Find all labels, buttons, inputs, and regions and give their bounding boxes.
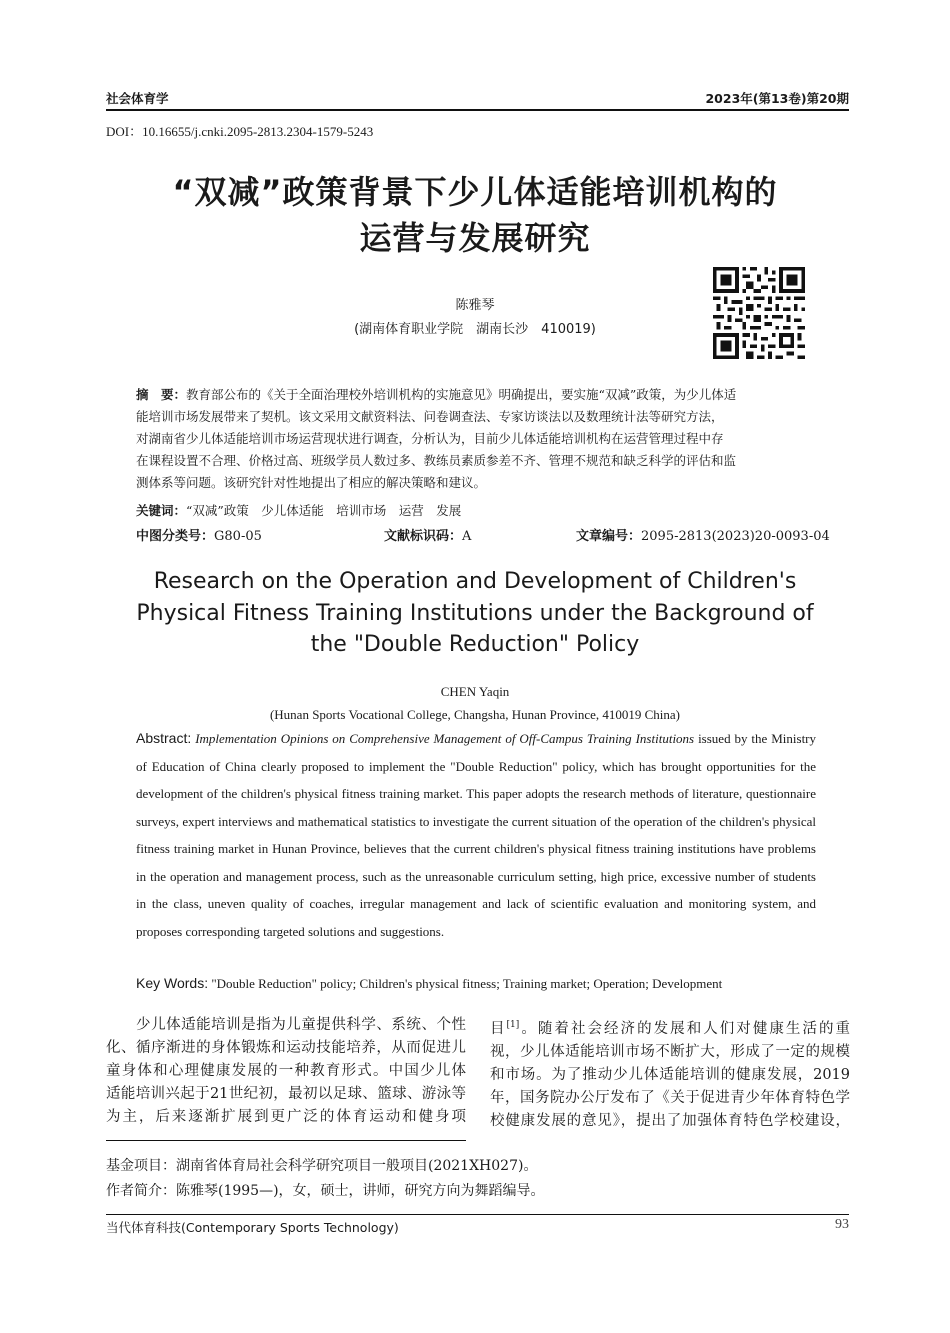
abstract-cn-label: 摘 要： <box>136 387 187 402</box>
keywords-en-text: "Double Reduction" policy; Children's physical fitness; Training market; Operation; Development <box>211 976 723 991</box>
running-header-left: 社会体育学 <box>106 91 169 106</box>
doi: DOI：10.16655/j.cnki.2095-2813.2304-1579-5243 <box>106 124 374 139</box>
body-column-right <box>490 1014 850 1133</box>
body-line: 为主，后来逐渐扩展到更广泛的体育运动和健身项 <box>106 1109 466 1125</box>
keywords-en-label: Key Words: <box>136 975 209 991</box>
body-line: 目[1]。随着社会经济的发展和人们对健康生活的重 <box>490 1020 851 1037</box>
page-number: 93 <box>835 1217 849 1232</box>
affiliation-cn: (湖南体育职业学院 湖南长沙 410019) <box>354 322 596 337</box>
title-en-line-3: the "Double Reduction" Policy <box>310 632 640 657</box>
author-cn: 陈雅琴 <box>455 298 495 313</box>
citation-ref[interactable]: [1] <box>506 1020 520 1030</box>
abstract-en-italic-title: Implementation Opinions on Comprehensive Management of Off-Campus Training Institutions <box>195 731 695 746</box>
article-number: 文章编号：2095-2813(2023)20-0093-04 <box>576 529 830 544</box>
qr-code-icon <box>713 267 805 359</box>
body-line: 年，国务院办公厅发布了《关于促进青少年体育特色学 <box>490 1089 850 1106</box>
abstract-cn-line: 摘 要：教育部公布的《关于全面治理校外培训机构的实施意见》明确提出，要实施“双减”政策，为少儿体适 <box>136 387 737 402</box>
abstract-en-text: issued by the Ministry of Education of China clearly proposed to implement the "Double Reduction" policy, which has brought opportunities for the development of the children's physical fitness training market. This paper adopts the research methods of literature, questionnaire surveys, expert interviews and mathematical statistics to investigate the current situation of the operation of the children's physical fitness training market in Hunan Province, believes that the current children's physical fitness training institutions have problems in the operation and management process, such as the unreasonable curriculum setting, high price, excessive number of students in the class, uneven quality of coaches, irregular management and lack of scientific evaluation and monitoring system, and proposes corresponding targeted solutions and suggestions. <box>136 731 817 939</box>
abstract-cn <box>136 384 818 494</box>
journal-name: 当代体育科技(Contemporary Sports Technology) <box>106 1220 399 1235</box>
body-line: 视，少儿体适能培训市场不断扩大，形成了一定的规模 <box>490 1043 850 1060</box>
body-line: 少儿体适能培训是指为儿童提供科学、系统、个性 <box>106 1017 466 1033</box>
abstract-cn-line: 能培训市场发展带来了契机。该文采用文献资料法、问卷调查法、专家访谈法以及数理统计法等研究方法， <box>136 409 724 424</box>
abstract-cn-line: 对湖南省少儿体适能培训市场运营现状进行调查，分析认为，目前少儿体适能培训机构在运营管理过程中存 <box>136 431 724 446</box>
abstract-en-label: Abstract: <box>136 730 192 746</box>
keywords-cn-text: “双减”政策 少儿体适能 培训市场 运营 发展 <box>186 503 462 518</box>
title-en-line-2: Physical Fitness Training Institutions under the Background of <box>136 600 814 626</box>
document-code: 文献标识码：A <box>384 529 472 544</box>
fund-footnote: 基金项目：湖南省体育局社会科学研究项目一般项目(2021XH027)。 <box>106 1158 538 1174</box>
body-column-left <box>106 1014 466 1129</box>
abstract-en <box>136 725 816 945</box>
body-line: 适能培训兴起于21世纪初，最初以足球、篮球、游泳等 <box>106 1086 466 1102</box>
keywords-cn-label: 关键词： <box>136 503 187 518</box>
title-cn-line-1: “双减”政策背景下少儿体适能培训机构的 <box>172 173 778 211</box>
body-line: 化、循序渐进的身体锻炼和运动技能培养，从而促进儿 <box>106 1040 466 1056</box>
body-line: 童身体和心理健康发展的一种教育形式。中国少儿体 <box>106 1063 466 1079</box>
footer-rule <box>106 1214 849 1215</box>
author-bio-footnote: 作者简介：陈雅琴(1995—)，女，硕士，讲师，研究方向为舞蹈编导。 <box>106 1183 545 1199</box>
running-header-right: 2023年(第13卷)第20期 <box>705 91 849 106</box>
abstract-cn-line: 测体系等问题。该研究针对性地提出了相应的解决策略和建议。 <box>136 475 487 490</box>
title-cn-line-2: 运营与发展研究 <box>359 219 591 257</box>
clc-number: 中图分类号：G80-05 <box>136 529 262 544</box>
affiliation-en: (Hunan Sports Vocational College, Changsha, Hunan Province, 410019 China) <box>269 707 681 722</box>
title-en-line-1: Research on the Operation and Development of Children's <box>153 569 797 594</box>
abstract-cn-line: 在课程设置不合理、价格过高、班级学员人数过多、教练员素质参差不齐、管理不规范和缺乏科学的评估和监 <box>136 453 737 468</box>
header-rule <box>106 109 849 111</box>
keywords-cn <box>136 500 818 522</box>
footnote-rule <box>106 1140 466 1141</box>
author-en: CHEN Yaqin <box>440 684 510 699</box>
title-en <box>120 566 830 661</box>
body-line: 和市场。为了推动少儿体适能培训的健康发展，2019 <box>490 1066 850 1083</box>
keywords-en <box>136 975 826 992</box>
body-line: 校健康发展的意见》，提出了加强体育特色学校建设， <box>490 1112 850 1129</box>
